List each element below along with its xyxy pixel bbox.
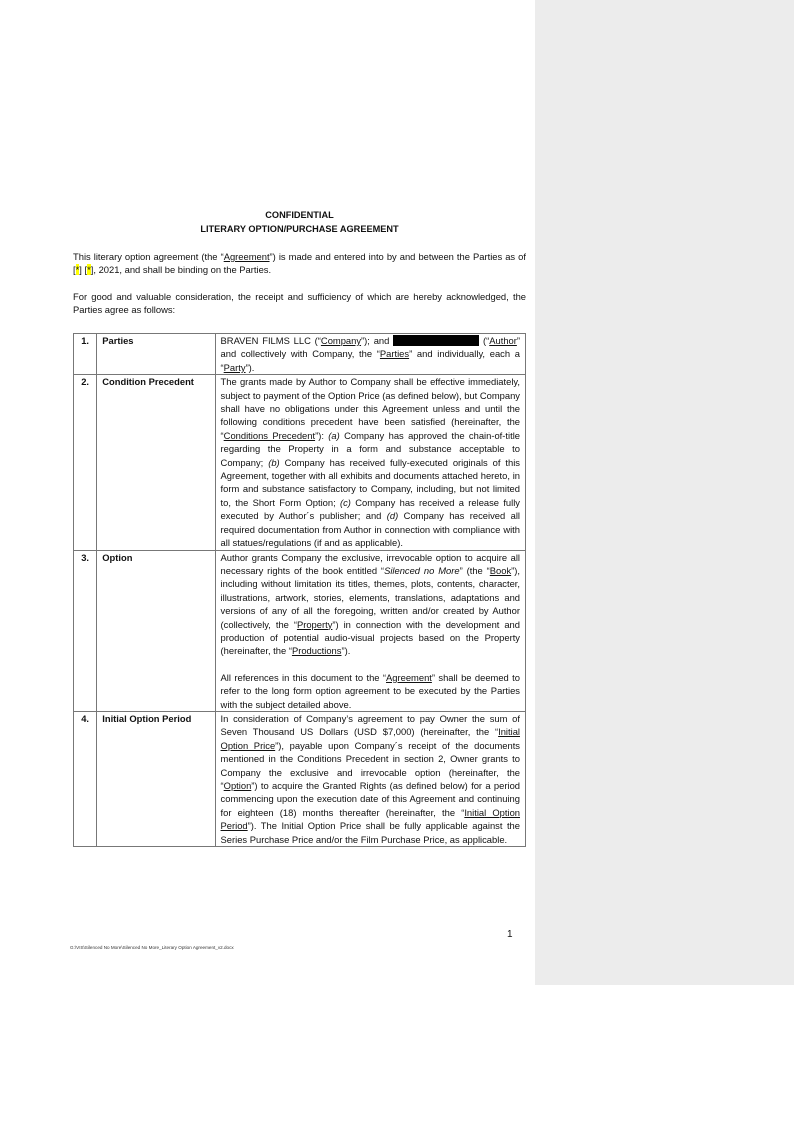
text-run: For good and valuable consideration, the receipt and sufficiency of which are hereby acknowledged, the Parties agree as follows:	[73, 291, 526, 316]
text-run: ” and individually, each a “	[220, 348, 520, 373]
text-run: Author grants Company the exclusive, irrevocable option to acquire all necessary rights of the book entitled “	[220, 551, 520, 576]
defined-term: Property	[296, 618, 333, 630]
body-paragraph	[221, 375, 520, 549]
text-run: ], 2021, and shall be binding on the Parties.	[90, 264, 272, 276]
text-run: BRAVEN FILMS LLC (“	[220, 335, 321, 346]
defined-term: Option	[223, 780, 252, 791]
text-run: (a)	[328, 429, 340, 441]
placeholder-highlight: *	[75, 264, 80, 276]
text-run: This literary option agreement (the “	[73, 251, 224, 262]
text-run: ”) in connection with the development and production of potential audio-visual projects based on the Property (hereinafter, the “	[220, 618, 520, 657]
section-body	[215, 711, 525, 846]
comments-pane	[535, 0, 794, 985]
text-run: ”); and	[361, 335, 394, 346]
text-run: ”), payable upon Company´s receipt of the documents mentioned in the Conditions Precedent in section 2, Owner grants to Company the exclusive and irrevocable option (hereinafter, the “	[220, 739, 520, 791]
table-row	[74, 334, 526, 375]
text-run: All references in this document to the “	[220, 671, 387, 683]
intro-paragraph	[73, 250, 526, 277]
section-number: 4.	[74, 711, 97, 846]
defined-term: Agreement	[223, 251, 270, 262]
section-body	[215, 550, 525, 711]
body-paragraph	[221, 712, 520, 846]
text-run: (c)	[339, 496, 351, 508]
table-row	[74, 375, 526, 550]
text-run: ”).	[341, 645, 351, 657]
defined-term: Book	[489, 564, 512, 576]
table-row	[74, 550, 526, 711]
text-run: ”).	[245, 361, 255, 373]
placeholder-highlight: *	[87, 264, 91, 276]
body-paragraph	[221, 334, 520, 374]
section-body	[215, 334, 525, 375]
file-path-footer: G:\VIS\Silenced No More\Silenced No More_Literary Option Agreement_v2.docx	[70, 945, 234, 950]
terms-table	[73, 333, 526, 847]
body-paragraph	[221, 551, 520, 658]
section-title: Condition Precedent	[97, 375, 215, 550]
text-run: ” and collectively with Company, the “	[220, 335, 520, 360]
section-title: Option	[97, 550, 215, 711]
redacted-name	[393, 335, 479, 346]
section-number: 2.	[74, 375, 97, 550]
text-run: ”) is made and entered into by and between the Parties as of [	[73, 251, 526, 276]
text-run: ] [	[79, 264, 88, 276]
body-paragraph	[221, 671, 520, 711]
defined-term: Party	[223, 361, 246, 373]
defined-term: Parties	[379, 348, 410, 360]
text-run: ”) to acquire the Granted Rights (as defined below) for a period commencing upon the execution date of this Agreement and continuing for eighteen (18) months thereafter (hereinafter, the “	[220, 780, 520, 818]
text-run: Company has received a release fully executed by Author´s publisher; and	[220, 496, 520, 522]
text-run: Silenced no More	[384, 564, 460, 576]
section-title: Parties	[97, 334, 215, 375]
confidential-heading: CONFIDENTIAL	[265, 210, 334, 220]
text-run: ”). The Initial Option Price shall be fully applicable against the Series Purchase Price and/or the Film Purchase Price, as applicable.	[220, 820, 520, 845]
text-run: In consideration of Company’s agreement to pay Owner the sum of Seven Thousand US Dollars (USD $7,000) (hereinafter, the “	[220, 712, 520, 738]
text-run: The grants made by Author to Company shall be effective immediately, subject to payment of the Option Price (as defined below), but Company shall have no obligations under this Agreement unless and until the following conditions precedent have been satisfied (hereinafter, the “	[220, 376, 520, 441]
section-number: 1.	[74, 334, 97, 375]
text-run: ” (the “	[459, 564, 490, 576]
text-run: ” shall be deemed to refer to the long form option agreement to be executed by the Parties with the subject detailed above.	[220, 671, 520, 710]
section-body	[215, 375, 525, 550]
agreement-title: LITERARY OPTION/PURCHASE AGREEMENT	[200, 224, 399, 234]
defined-term: Company	[320, 335, 362, 346]
text-run: Company has received fully-executed originals of this Agreement, together with all exhibits and documents attached hereto, in form and substance satisfactory to Company, including, but not limited to, the Short Form Option;	[220, 456, 520, 508]
defined-term: Initial Option Price	[220, 726, 520, 751]
defined-term: Author	[489, 335, 517, 346]
text-run: ”):	[315, 429, 329, 441]
consideration-paragraph	[73, 290, 526, 317]
section-title: Initial Option Period	[97, 711, 215, 846]
defined-term: Conditions Precedent	[223, 429, 316, 441]
text-run: (d)	[386, 510, 399, 522]
text-run: (b)	[268, 456, 280, 468]
page-number: 1	[507, 929, 513, 940]
text-run: Company has approved the chain-of-title regarding the Property in a form and substance acceptable to Company;	[220, 429, 520, 468]
table-row	[74, 711, 526, 846]
text-run: Company has received all required documentation from Author in connection with compliance with all statues/regulations (if and as applicable).	[220, 510, 520, 549]
text-run: (“	[479, 335, 490, 346]
section-number: 3.	[74, 550, 97, 711]
defined-term: Initial Option Period	[220, 806, 520, 832]
defined-term: Agreement	[386, 671, 432, 683]
text-run: ”), including without limitation its titles, themes, plots, contents, character, illustrations, artwork, stories, elements, translations, adaptations and versions of any of all the foregoing, written and/or created by Author (collectively, the “	[220, 564, 520, 630]
defined-term: Productions	[291, 645, 342, 657]
